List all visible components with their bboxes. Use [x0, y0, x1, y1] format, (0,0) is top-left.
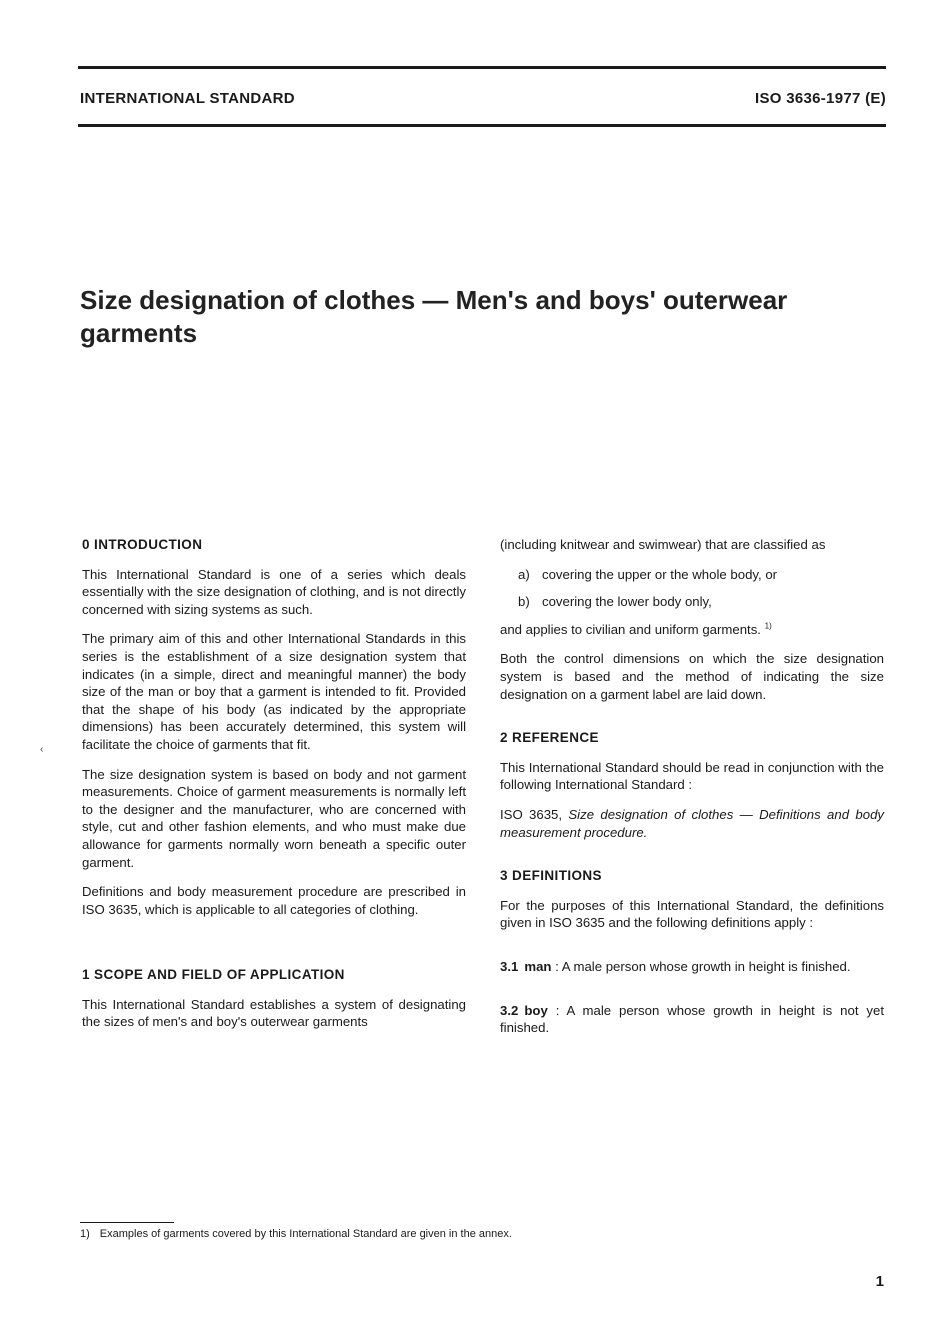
page-number: 1 [875, 1273, 884, 1290]
intro-paragraph-3: The size designation system is based on body and not garment measurements. Choice of garment measurements is normally left to the designer and the manufacturer, who are concerned with style, cut and other fashion elements, and who must make due allowance for garments normally worn beneath a specific outer garment. [82, 766, 466, 870]
header-top-rule [78, 66, 886, 69]
reference-code: ISO 3635, [500, 806, 569, 822]
intro-paragraph-4: Definitions and body measurement procedure are prescribed in ISO 3635, which is applicable to all categories of clothing. [82, 884, 466, 917]
definition-text: : A male person whose growth in height is not yet finished. [500, 1002, 884, 1036]
standard-number-label: ISO 3636-1977 (E) [754, 90, 886, 107]
section-0-heading: 0 INTRODUCTION [82, 537, 203, 552]
list-item [518, 566, 884, 584]
footnote-mark: 1) [80, 1228, 90, 1240]
list-item-text: covering the lower body only, [542, 594, 712, 610]
reference-paragraph: This International Standard should be read in conjunction with the following International Standard : [500, 759, 884, 793]
right-column [500, 536, 884, 1049]
definition-term: boy [524, 1002, 548, 1018]
section-2-heading: 2 REFERENCE [500, 730, 599, 746]
header-bottom-rule [78, 124, 886, 127]
scope-continuation: (including knitwear and swimwear) that are classified as [500, 537, 826, 552]
definition-term: man [524, 958, 552, 974]
reference-citation [500, 806, 884, 841]
definition-number: 3.2 [500, 1002, 519, 1018]
scope-paragraph-1: This International Standard establishes a system of designating the sizes of men's and boy's outerwear garments [82, 996, 466, 1030]
list-item-text: covering the upper or the whole body, or [542, 566, 778, 582]
document-type-label: INTERNATIONAL STANDARD [80, 90, 295, 107]
left-column [82, 536, 466, 1043]
scope-paragraph-3: Both the control dimensions on which the size designation system is based and the method of indicating the size designation on a garment label are laid down. [500, 651, 884, 702]
footnote-rule [80, 1222, 174, 1223]
scope-paragraph-2 [500, 621, 884, 639]
list-item-label: b) [518, 594, 530, 610]
footnote [80, 1228, 512, 1240]
definition-boy [500, 1002, 884, 1037]
definition-man [500, 958, 884, 976]
definition-text: : A male person whose growth in height is finished. [551, 958, 851, 974]
footnote-text: Examples of garments covered by this International Standard are given in the annex. [99, 1228, 512, 1240]
scope-paragraph-2-text: and applies to civilian and uniform garments. [500, 621, 761, 637]
definition-number: 3.1 [500, 958, 519, 974]
section-1-heading: 1 SCOPE AND FIELD OF APPLICATION [82, 967, 345, 983]
reference-title: Size designation of clothes — Definitions and body measurement procedure. [500, 806, 884, 840]
section-3-heading: 3 DEFINITIONS [500, 868, 602, 884]
intro-paragraph-1: This International Standard is one of a series which deals essentially with the size designation of clothing, and is not directly concerned with sizing systems as such. [82, 566, 466, 617]
list-item-label: a) [518, 566, 530, 582]
list-item [518, 593, 884, 611]
document-title: Size designation of clothes — Men's and boys' outerwear garments [80, 285, 788, 348]
footnote-reference: 1) [764, 621, 772, 631]
margin-mark: ‹ [40, 744, 44, 755]
intro-paragraph-2: The primary aim of this and other International Standards in this series is the establishment of a size designation system that indicates (in a simple, direct and meaningful manner) the body size of the man or boy that a garment is intended to fit. Provided that the shape of his body (as indicated by the appropriate dimensions) has been accurately determined, this system will facilitate the choice of garments that fit. [82, 631, 466, 752]
definitions-paragraph: For the purposes of this International Standard, the definitions given in ISO 3635 and the following definitions apply : [500, 897, 884, 931]
